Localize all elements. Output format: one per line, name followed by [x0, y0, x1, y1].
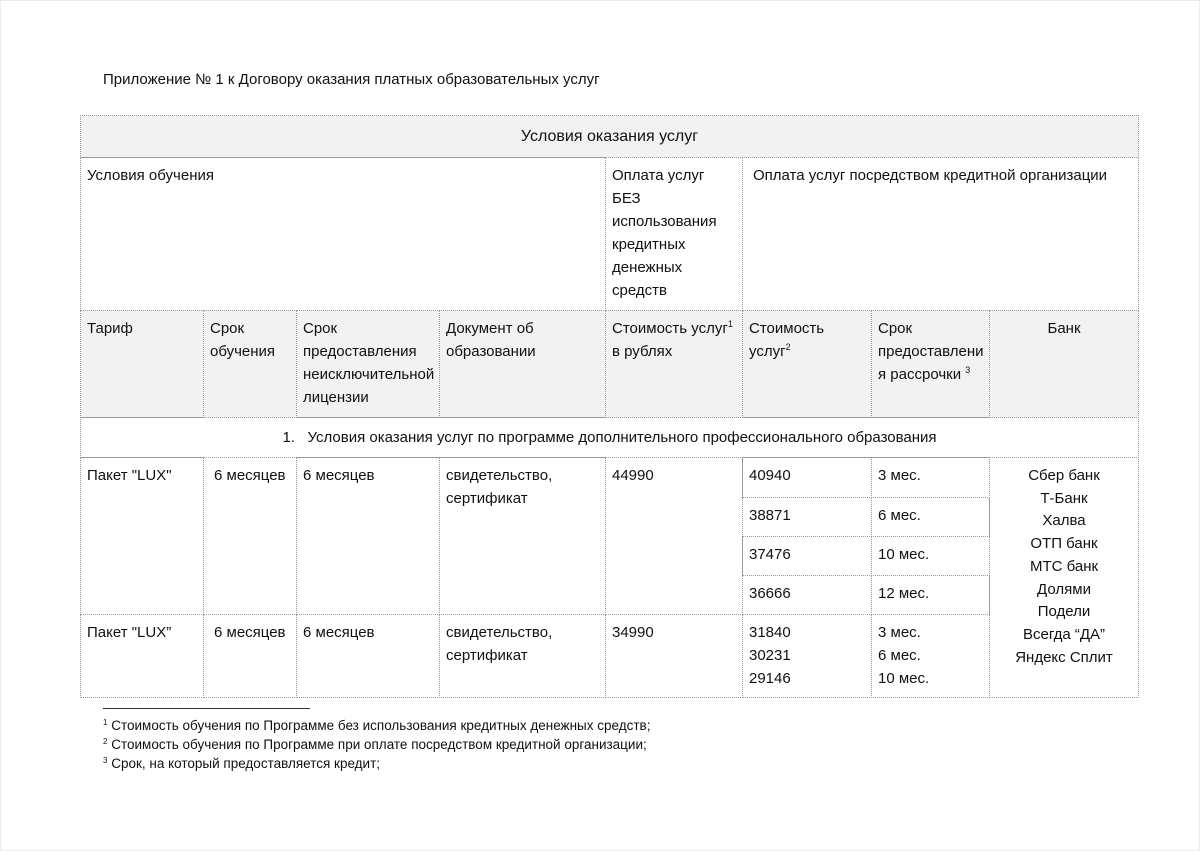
row-2-installment-prices — [742, 614, 872, 698]
footnotes — [103, 716, 650, 773]
column-header-price-rub — [605, 310, 743, 418]
bank-item: Сбер банк — [1028, 467, 1100, 484]
installment-term: 3 мес. — [878, 624, 921, 641]
header-line: Стоимость — [749, 320, 825, 337]
row-2-education-document — [439, 614, 606, 698]
header-text: услуг — [749, 343, 786, 360]
row-1-installment-term: 10 мес. — [871, 536, 990, 576]
header-line: Тариф — [87, 320, 133, 337]
header-line — [612, 317, 736, 340]
header-line: БЕЗ — [612, 190, 641, 207]
header-line: неисключительной — [303, 366, 435, 383]
row-2-license-term: 6 месяцев — [296, 614, 440, 698]
bank-item: Яндекс Сплит — [1015, 648, 1113, 666]
header-line: кредитных — [612, 236, 686, 253]
installment-term: 10 мес. — [878, 670, 930, 687]
footnote-ref: 1 — [727, 319, 733, 329]
header-line: денежных — [612, 259, 683, 276]
group-header-payment-via-credit: Оплата услуг посредством кредитной организации — [742, 157, 1139, 311]
header-line: предоставления — [303, 343, 417, 360]
header-line: Документ об — [446, 320, 534, 337]
installment-price: 31840 — [749, 624, 791, 641]
row-2-price-rub: 34990 — [605, 614, 743, 698]
bank-item: Т-Банк — [1040, 489, 1088, 507]
row-1-installment-price: 36666 — [742, 575, 872, 615]
row-1-license-term: 6 месяцев — [296, 457, 440, 615]
header-line: в рублях — [612, 343, 673, 360]
footnote-text: Стоимость обучения по Программе при оплате посредством кредитной организации; — [107, 737, 647, 752]
column-header-study-term — [203, 310, 297, 418]
row-1-installment-price: 38871 — [742, 497, 872, 537]
cell-line: свидетельство, — [446, 624, 553, 641]
column-header-tariff — [80, 310, 204, 418]
cell-line: сертификат — [446, 647, 528, 664]
bank-item: Подели — [1037, 603, 1091, 621]
header-text: я рассрочки — [878, 366, 966, 383]
footnote-divider — [103, 708, 310, 709]
row-1-education-document — [439, 457, 606, 615]
row-1-installment-term: 12 мес. — [871, 575, 990, 615]
row-2-installment-terms — [871, 614, 990, 698]
banks-list — [989, 457, 1139, 698]
section-title: 1. Условия оказания услуг по программе дополнительного профессионального образования — [80, 417, 1139, 458]
row-1-installment-price: 40940 — [742, 457, 872, 498]
header-line: Банк — [1047, 320, 1081, 337]
row-1-installment-term: 3 мес. — [871, 457, 990, 498]
bank-item: МТС банк — [1029, 557, 1099, 575]
row-2-tariff: Пакет "LUX” — [80, 614, 204, 698]
row-1-study-term: 6 месяцев — [203, 457, 297, 615]
header-line: Срок — [878, 320, 913, 337]
row-2-study-term: 6 месяцев — [203, 614, 297, 698]
footnote-text: Срок, на который предоставляется кредит; — [107, 756, 381, 771]
group-header-learning-conditions: Условия обучения — [80, 157, 606, 311]
header-line: использования — [612, 213, 717, 230]
group-header-payment-without-credit — [605, 157, 743, 311]
footnote-1 — [103, 716, 650, 735]
document-title: Приложение № 1 к Договору оказания платных образовательных услуг — [103, 71, 600, 88]
header-line: предоставлени — [878, 343, 984, 360]
column-header-education-document — [439, 310, 606, 418]
cell-line: свидетельство, — [446, 467, 553, 484]
header-line: Оплата услуг — [612, 167, 705, 184]
footnote-2 — [103, 735, 650, 754]
header-line — [878, 363, 983, 386]
header-line: образовании — [446, 343, 536, 360]
header-line: лицензии — [303, 389, 369, 406]
row-1-installment-term: 6 мес. — [871, 497, 990, 537]
bank-item: Долями — [1037, 580, 1091, 598]
table-caption: Условия оказания услуг — [80, 115, 1139, 158]
installment-price: 29146 — [749, 670, 791, 687]
footnote-3 — [103, 754, 650, 773]
footnote-ref: 2 — [785, 342, 791, 352]
bank-item: ОТП банк — [1030, 535, 1098, 553]
header-line: обучения — [210, 343, 276, 360]
cell-line: сертификат — [446, 490, 528, 507]
row-1-tariff: Пакет "LUX" — [80, 457, 204, 615]
footnote-mark: 3 — [103, 756, 108, 765]
installment-price: 30231 — [749, 647, 791, 664]
header-text: Стоимость услуг — [612, 320, 728, 337]
footnote-ref: 3 — [965, 365, 971, 375]
bank-item: Халва — [1042, 512, 1086, 530]
header-line: Срок — [303, 320, 338, 337]
column-header-bank — [989, 310, 1139, 418]
column-header-license-term — [296, 310, 440, 418]
footnote-text: Стоимость обучения по Программе без использования кредитных денежных средств; — [107, 718, 651, 733]
installment-term: 6 мес. — [878, 647, 921, 664]
column-header-installment-term — [871, 310, 990, 418]
row-1-installment-price: 37476 — [742, 536, 872, 576]
column-header-credit-price — [742, 310, 872, 418]
footnote-mark: 1 — [103, 718, 108, 727]
bank-item: Всегда “ДА” — [1022, 625, 1106, 643]
footnote-mark: 2 — [103, 737, 108, 746]
header-line: средств — [612, 282, 667, 299]
header-line: Срок — [210, 320, 245, 337]
row-1-price-rub: 44990 — [605, 457, 743, 615]
header-line — [749, 340, 865, 363]
